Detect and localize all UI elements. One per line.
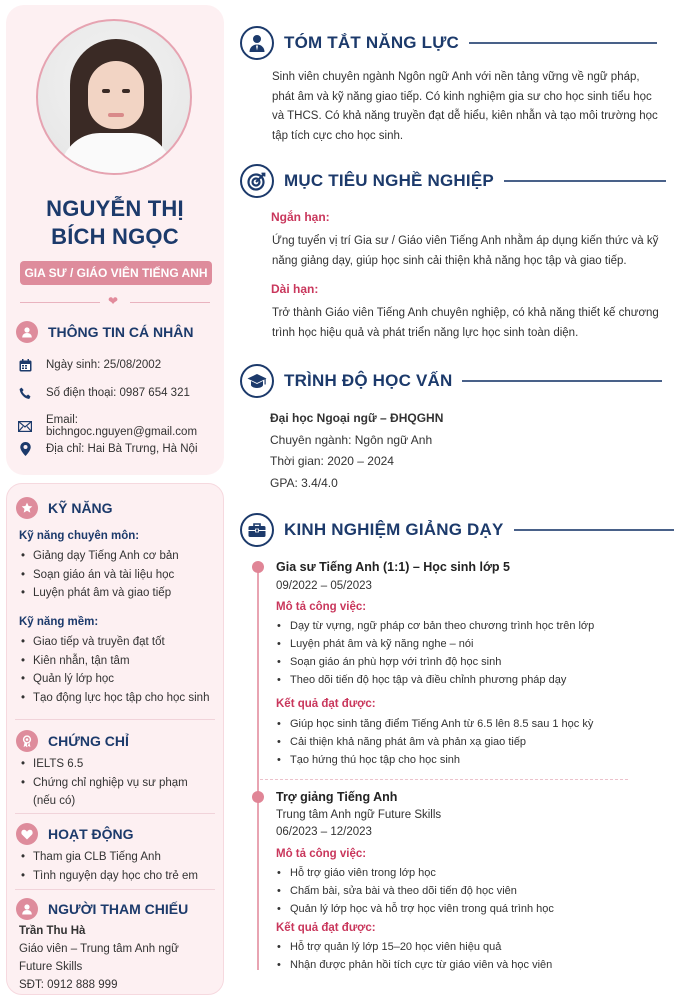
school-name: Đại học Ngoại ngữ – ĐHQGHN <box>270 411 444 425</box>
education-details: Đại học Ngoại ngữ – ĐHQGHN Chuyên ngành: Ngôn ngữ Anh Thời gian: 2020 – 2024 GPA: 3.4/4.0 <box>270 408 443 494</box>
list-item: • Quản lý lớp học <box>19 670 209 689</box>
divider <box>15 719 215 720</box>
summary-text: Sinh viên chuyên ngành Ngôn ngữ Anh với nền tảng vững về ngữ pháp, phát âm và kỹ năng giao tiếp. Có kinh nghiệm gia sư cho học sinh tiểu học và THCS. Có khả năng truyền đạt dễ hiểu, kiên nhẫn và tạo môi trường học tập tích cực cho học sinh. <box>272 71 658 142</box>
job-desc-label: Mô tả công việc: <box>276 848 367 860</box>
info-birthdate: Ngày sinh: 25/08/2002 <box>18 358 161 372</box>
list-item: • Chứng chỉ nghiệp vụ sư phạm (nếu có) <box>19 774 188 811</box>
objective-heading: MỤC TIÊU NGHỀ NGHIỆP <box>240 164 666 198</box>
heart-icon <box>16 823 38 845</box>
info-address: Địa chỉ: Hai Bà Trưng, Hà Nội <box>18 442 198 456</box>
list-item: • Quản lý lớp học và hỗ trợ học viên trong quá trình học <box>276 900 554 918</box>
heart-icon: ❤ <box>108 294 119 308</box>
list-item: • Giúp học sinh tăng điểm Tiếng Anh từ 6.5 lên 8.5 sau 1 học kỳ <box>276 715 593 733</box>
info-phone: Số điện thoại: 0987 654 321 <box>18 386 190 400</box>
envelope-icon <box>18 419 32 433</box>
experience-heading: KINH NGHIỆM GIẢNG DẠY <box>240 513 674 547</box>
timeline-line <box>257 566 259 970</box>
graduation-cap-icon <box>240 364 274 398</box>
certificates-list <box>19 755 188 811</box>
certificates-heading: CHỨNG CHỈ <box>16 730 129 752</box>
heading-rule <box>462 380 662 382</box>
info-email: Email: bichngoc.nguyen@gmail.com <box>18 414 224 438</box>
job-period: 09/2022 – 05/2023 <box>276 580 372 592</box>
job-period: 06/2023 – 12/2023 <box>276 825 372 838</box>
list-item: • Tạo động lực học tập cho học sinh <box>19 689 209 708</box>
profile-card <box>6 5 224 475</box>
list-item: • Soạn giáo án phù hợp với trình độ học sinh <box>276 653 594 671</box>
list-item: • Cải thiện khả năng phát âm và phản xạ giao tiếp <box>276 733 593 751</box>
list-item: • Theo dõi tiến độ học tập và điều chỉnh phương pháp dạy <box>276 671 594 689</box>
skills-card <box>6 483 224 995</box>
education-heading: TRÌNH ĐỘ HỌC VẤN <box>240 364 662 398</box>
job-desc-label: Mô tả công việc: <box>276 601 367 613</box>
list-item: • Hỗ trợ quản lý lớp 15–20 học viên hiệu quả <box>276 938 552 956</box>
heading-rule <box>514 529 674 531</box>
summary-heading: TÓM TẮT NĂNG LỰC <box>240 26 657 60</box>
map-pin-icon <box>18 442 32 456</box>
reference-phone: SĐT: 0912 888 999 <box>19 979 118 991</box>
briefcase-icon <box>240 513 274 547</box>
award-icon <box>16 730 38 752</box>
heart-divider <box>20 294 210 308</box>
calendar-icon <box>18 358 32 372</box>
phone-icon <box>18 386 32 400</box>
list-item: • IELTS 6.5 <box>19 755 188 774</box>
job-result-list <box>276 715 593 769</box>
heading-rule <box>469 42 657 44</box>
user-icon <box>16 898 38 920</box>
job-result-list <box>276 938 552 974</box>
long-term-label: Dài hạn: <box>271 282 319 296</box>
list-item: • Luyện phát âm và kỹ năng nghe – nói <box>276 635 594 653</box>
heading-rule <box>504 180 666 182</box>
job-separator <box>260 779 628 780</box>
list-item: • Tạo hứng thú học tập cho học sinh <box>276 751 593 769</box>
skills-heading: KỸ NĂNG <box>16 497 113 519</box>
divider <box>15 813 215 814</box>
job-desc-list <box>276 864 554 918</box>
sidebar <box>6 5 224 995</box>
short-term-text: Ứng tuyển vị trí Gia sư / Giáo viên Tiếng Anh nhằm áp dụng kiến thức và kỹ năng giảng dạy, giúp học sinh cải thiện khả năng học tập và giao tiếp. <box>272 235 659 267</box>
soft-skills-list <box>19 633 209 707</box>
profile-photo <box>36 19 192 175</box>
list-item: • Kiên nhẫn, tận tâm <box>19 652 209 671</box>
role-badge: GIA SƯ / GIÁO VIÊN TIẾNG ANH <box>20 261 212 285</box>
activities-list <box>19 848 198 885</box>
personal-info-heading: THÔNG TIN CÁ NHÂN <box>16 321 193 343</box>
list-item: • Tham gia CLB Tiếng Anh <box>19 848 198 867</box>
list-item: • Chấm bài, sửa bài và theo dõi tiến độ học viên <box>276 882 554 900</box>
job-desc-list <box>276 617 594 689</box>
job-title: Gia sư Tiếng Anh (1:1) – Học sinh lớp 5 <box>276 560 510 574</box>
target-icon <box>240 164 274 198</box>
timeline-dot <box>252 561 264 573</box>
reference-details: Trần Thu Hà Giáo viên – Trung tâm Anh ngữ Future Skills SĐT: 0912 888 999 <box>19 922 179 994</box>
list-item: • Soạn giáo án và tài liệu học <box>19 566 179 585</box>
list-item: • Tình nguyện dạy học cho trẻ em <box>19 867 198 886</box>
reference-name: Trần Thu Hà <box>19 925 86 937</box>
job-title: Trợ giảng Tiếng Anh <box>276 790 398 804</box>
divider <box>15 889 215 890</box>
list-item: • Nhận được phản hồi tích cực từ giáo viên và học viên <box>276 956 552 974</box>
job-org: Trung tâm Anh ngữ Future Skills 06/2023 – 12/2023 <box>276 807 441 840</box>
long-term-text: Trở thành Giáo viên Tiếng Anh chuyên nghiệp, có khả năng thiết kế chương trình học hiệu quả và phát triển năng lực học sinh toàn diện. <box>272 307 659 339</box>
activities-heading: HOẠT ĐỘNG <box>16 823 134 845</box>
professional-skills-list <box>19 547 179 603</box>
soft-skills-label: Kỹ năng mềm: <box>19 616 99 628</box>
job-result-label: Kết quả đạt được: <box>276 922 376 934</box>
list-item: • Giảng dạy Tiếng Anh cơ bản <box>19 547 179 566</box>
list-item: • Hỗ trợ giáo viên trong lớp học <box>276 864 554 882</box>
reference-heading: NGƯỜI THAM CHIẾU <box>16 898 188 920</box>
professional-skills-label: Kỹ năng chuyên môn: <box>19 530 140 542</box>
timeline-dot <box>252 791 264 803</box>
user-tie-icon <box>240 26 274 60</box>
list-item: • Dạy từ vựng, ngữ pháp cơ bản theo chương trình học trên lớp <box>276 617 594 635</box>
list-item: • Luyện phát âm và giao tiếp <box>19 584 179 603</box>
user-icon <box>16 321 38 343</box>
job-result-label: Kết quả đạt được: <box>276 698 376 710</box>
short-term-label: Ngắn hạn: <box>271 210 330 224</box>
list-item: • Giao tiếp và truyền đạt tốt <box>19 633 209 652</box>
star-icon <box>16 497 38 519</box>
candidate-name: NGUYỄN THỊ BÍCH NGỌC <box>46 196 184 249</box>
